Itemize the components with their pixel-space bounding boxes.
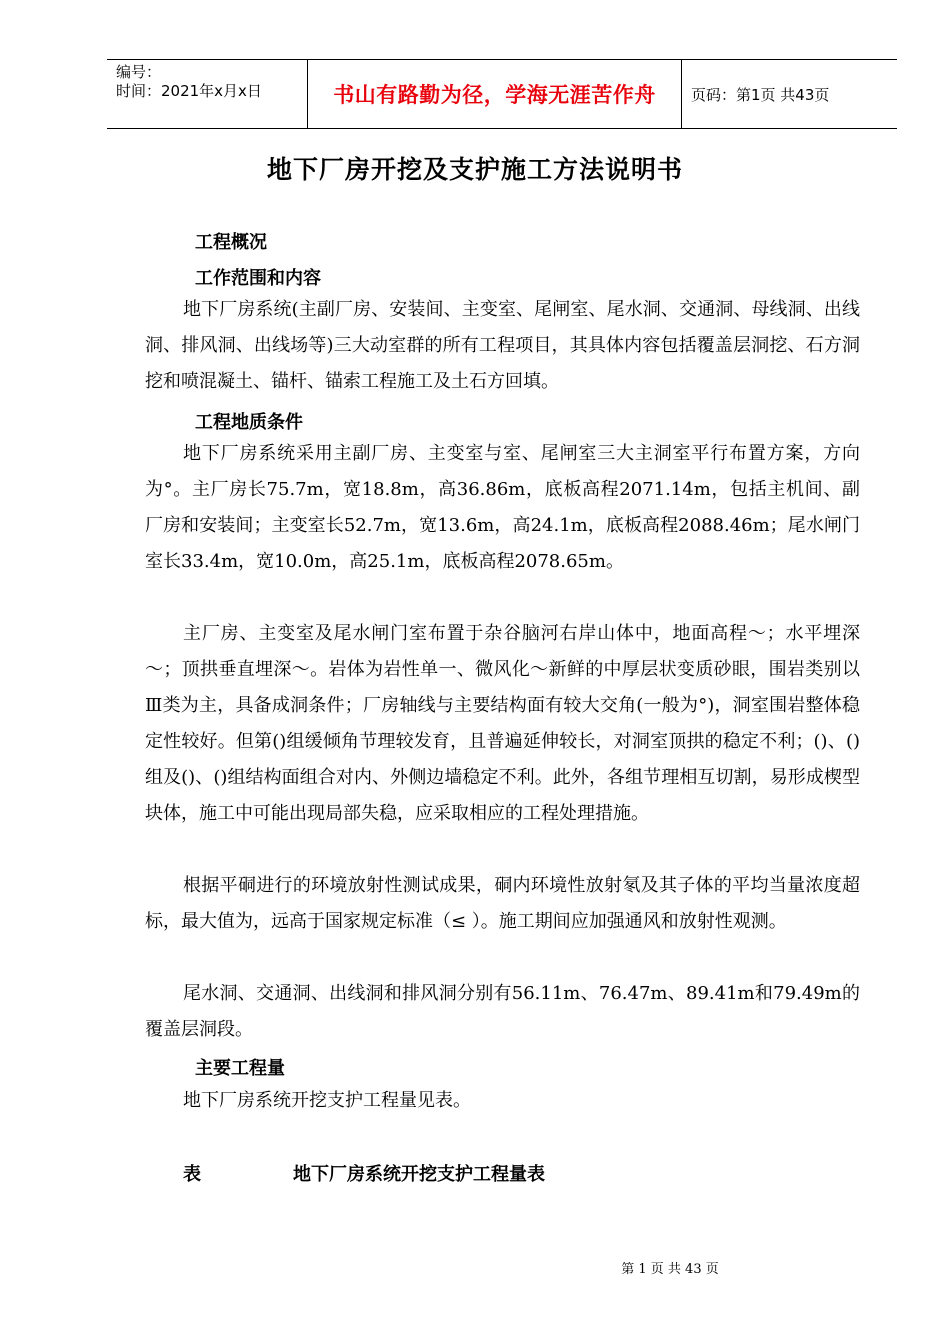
heading-overview: 工程概况 bbox=[195, 232, 267, 253]
header-divider bbox=[681, 60, 682, 128]
paragraph-geology-1: 地下厂房系统采用主副厂房、主变室与室、尾闸室三大主洞室平行布置方案，方向为°。主厂房长75.7m，宽18.8m，高36.86m，底板高程2071.14m，包括主机间、副厂房和安装间；主变室长52.7m，宽13.6m，高24.1m，底板高程2088.46m；尾水闸门室长33.4m，宽10.0m，高25.1m，底板高程2078.65m。 bbox=[145, 443, 860, 572]
header-page-info: 页码：第1页 共43页 bbox=[691, 85, 830, 104]
table-title: 地下厂房系统开挖支护工程量表 bbox=[293, 1164, 545, 1185]
heading-scope: 工作范围和内容 bbox=[195, 268, 321, 289]
paragraph-geology-2: 主厂房、主变室及尾水闸门室布置于杂谷脑河右岸山体中，地面高程～；水平埋深～；顶拱垂直埋深～。岩体为岩性单一、微风化～新鲜的中厚层状变质砂眼，围岩类别以Ⅲ类为主，具备成洞条件；厂房轴线与主要结构面有较大交角(一般为°)，洞室围岩整体稳定性较好。但第()组缓倾角节理较发育，且普遍延伸较长，对洞室顶拱的稳定不利；()、()组及()、()组结构面组合对内、外侧边墙稳定不利。此外，各组节理相互切割，易形成楔型块体，施工中可能出现局部失稳，应采取相应的工程处理措施。 bbox=[145, 623, 860, 824]
paragraph-geology-3: 根据平硐进行的环境放射性测试成果，硐内环境性放射氡及其子体的平均当量浓度超标，最大值为，远高于国家规定标准（≤ ）。施工期间应加强通风和放射性观测。 bbox=[145, 875, 860, 932]
heading-quantity: 主要工程量 bbox=[195, 1058, 285, 1079]
page-header bbox=[107, 59, 897, 129]
paragraph-geology-4: 尾水洞、交通洞、出线洞和排风洞分别有56.11m、76.47m、89.41m和79.49m的覆盖层洞段。 bbox=[145, 983, 860, 1040]
header-motto: 书山有路勤为径，学海无涯苦作舟 bbox=[333, 83, 656, 107]
heading-geology: 工程地质条件 bbox=[195, 412, 303, 433]
table-label: 表 bbox=[183, 1164, 201, 1185]
document-title: 地下厂房开挖及支护施工方法说明书 bbox=[266, 155, 683, 184]
paragraph-scope: 地下厂房系统(主副厂房、安装间、主变室、尾闸室、尾水洞、交通洞、母线洞、出线洞、排风洞、出线场等)三大动室群的所有工程项目，其具体内容包括覆盖层洞挖、石方洞挖和喷混凝土、锚杆、锚索工程施工及土石方回填。 bbox=[145, 299, 860, 392]
page-footer: 第 1 页 共 43 页 bbox=[621, 1262, 719, 1277]
doc-time: 时间：2021年x月x日 bbox=[116, 82, 262, 100]
doc-number-label: 编号： bbox=[116, 63, 162, 81]
paragraph-quantity: 地下厂房系统开挖支护工程量见表。 bbox=[183, 1090, 471, 1111]
header-meta bbox=[116, 63, 306, 101]
